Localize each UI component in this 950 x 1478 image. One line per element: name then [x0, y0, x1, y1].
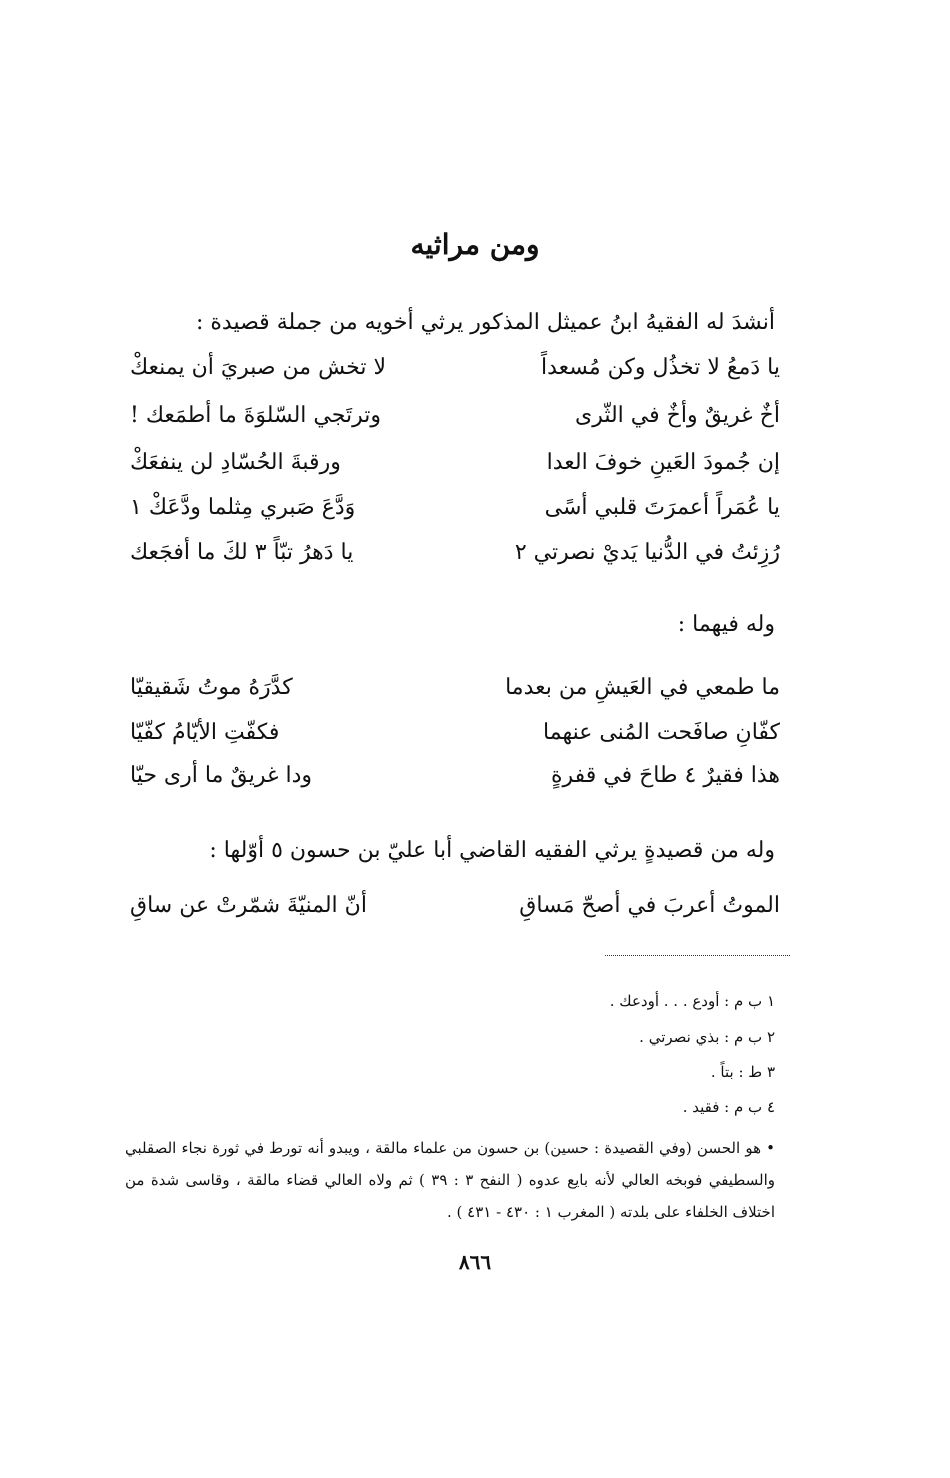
verse-row — [130, 675, 780, 721]
verse-second-hemistich: لا تخش من صبريَ أن يمنعكْ — [130, 355, 386, 380]
verse-first-hemistich: يا دَمعُ لا تخذُل وكن مُسعداً — [540, 355, 780, 380]
verse-second-hemistich: ودا غريقٌ ما أرى حيّا — [130, 763, 313, 788]
footnote-divider — [605, 955, 790, 956]
verse-second-hemistich: أنّ المنيّةَ شمّرتْ عن ساقِ — [130, 893, 367, 918]
intro-line-1: أنشدَ له الفقيهُ ابنُ عميثل المذكور يرثي أخويه من جملة قصيدة : — [195, 310, 775, 335]
verse-second-hemistich: وَدَّعَ صَبري مِثلما ودَّعَكْ ١ — [130, 495, 356, 520]
section-title: ومن مراثيه — [410, 228, 540, 261]
verse-first-hemistich: رُزِئتُ في الدُّنيا يَديْ نصرتي ٢ — [514, 540, 780, 565]
verse-first-hemistich: هذا فقيرٌ ٤ طاحَ في قفرةٍ — [550, 763, 780, 788]
verse-second-hemistich: وترتَجي السّلوَةَ ما أطمَعك ! — [130, 403, 381, 428]
footnote-4: ٤ ب م : فقيد . — [682, 1098, 775, 1116]
page-number: ٨٦٦ — [458, 1250, 492, 1274]
verse-row — [130, 495, 780, 541]
footnote-5: • هو الحسن (وفي القصيدة : حسين) بن حسون من علماء مالقة ، ويبدو أنه تورط في ثورة نجاء الصقلبي والسطيفي فوبخه العالي لأنه بايع عدوه ( النفح ٣ : ٣٩ ) ثم ولاه العالي قضاء مالقة ، وقاسى شدة من اختلاف الخلفاء على بلدته ( المغرب ١ : ٤٣٠ - ٤٣١ ) . — [125, 1139, 775, 1221]
verse-row — [130, 450, 780, 496]
verse-first-hemistich: ما طمعي في العَيشِ من بعدما — [505, 675, 780, 700]
verse-first-hemistich: كفّانِ صافَحت المُنى عنهما — [543, 720, 780, 745]
verse-second-hemistich: يا دَهرُ تبّاً ٣ لكَ ما أفجَعك — [130, 540, 354, 565]
verse-first-hemistich: أخٌ غريقٌ وأخٌ في الثّرى — [574, 403, 780, 428]
verse-row — [130, 403, 780, 449]
verse-row — [130, 893, 780, 939]
footnote-3: ٣ ط : بتاً . — [710, 1063, 775, 1081]
intro-line-2: وله فيهما : — [677, 612, 775, 637]
verse-first-hemistich: الموتُ أعربَ في أصحّ مَساقِ — [519, 893, 780, 918]
verse-row — [130, 720, 780, 766]
footnote-2: ٢ ب م : بذي نصرتي . — [639, 1028, 775, 1046]
footnote-1: ١ ب م : أودع . . . أودعك . — [609, 992, 775, 1010]
intro-line-3: وله من قصيدةٍ يرثي الفقيه القاضي أبا عليّ بن حسون ٥ أوّلها : — [209, 838, 775, 863]
verse-second-hemistich: كدَّرَهُ موتُ شَقيقيّا — [130, 675, 293, 700]
verse-first-hemistich: يا عُمَراً أعمرَتَ قلبي أسًى — [544, 495, 780, 520]
verse-second-hemistich: فكفّتِ الأيّامُ كفّيّا — [130, 720, 280, 745]
verse-first-hemistich: إن جُمودَ العَينِ خوفَ العدا — [546, 450, 780, 475]
verse-second-hemistich: ورقبةَ الحُسّادِ لن ينفعَكْ — [130, 450, 341, 475]
verse-row — [130, 355, 780, 401]
verse-row — [130, 763, 780, 809]
verse-row — [130, 540, 780, 586]
